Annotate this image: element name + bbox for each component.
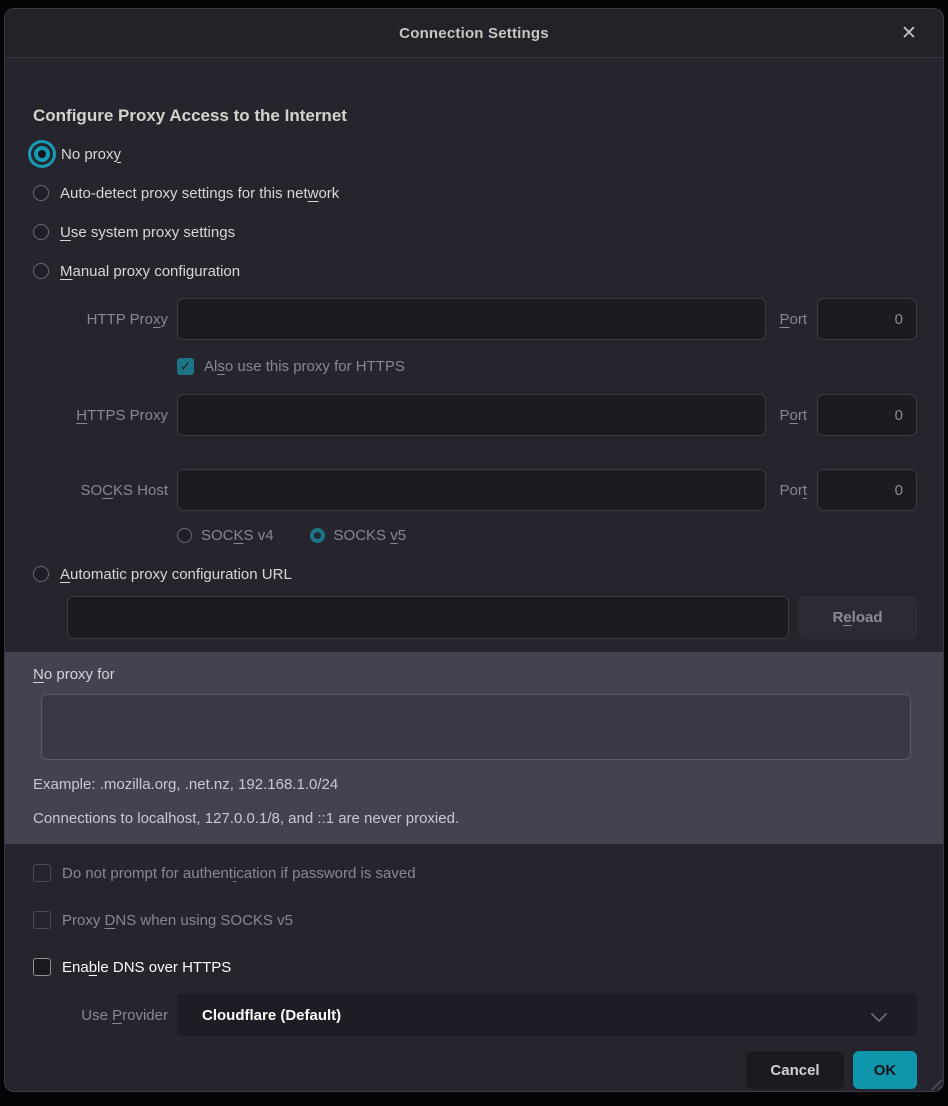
- radio-no-proxy[interactable]: [34, 146, 50, 162]
- label-text: HTTP Pro: [86, 310, 153, 328]
- label-accesskey: U: [60, 223, 71, 241]
- label-text: SOCKS: [333, 526, 391, 544]
- http-proxy-input: [177, 298, 766, 340]
- proxy-dns-checkbox: [33, 911, 51, 929]
- no-prompt-auth-checkbox: [33, 864, 51, 882]
- connection-settings-dialog: [4, 8, 944, 1092]
- label-accesskey: K: [233, 526, 244, 544]
- label-text: 5: [397, 526, 407, 544]
- socks-host-input: [177, 469, 766, 511]
- label-accesskey: M: [60, 262, 73, 280]
- socks-host-label: [33, 482, 168, 499]
- reload-button: [798, 596, 917, 639]
- label-text: Do not prompt for authent: [62, 864, 233, 882]
- label-accesskey: P: [112, 1006, 123, 1024]
- footer: [33, 1051, 917, 1089]
- radio-system-proxy-label: [60, 224, 235, 241]
- autoconfig-url-row: [67, 596, 917, 639]
- label-text: y: [160, 310, 168, 328]
- label-text: NS when using SOCKS v5: [115, 911, 293, 929]
- https-proxy-row: [33, 394, 917, 436]
- no-proxy-for-note: Connections to localhost, 127.0.0.1/8, and ::1 are never proxied.: [33, 810, 460, 827]
- label-accesskey: s: [217, 357, 225, 375]
- label-accesskey: o: [789, 406, 798, 424]
- proxy-dns-label: [62, 912, 293, 929]
- proxy-dns-row: [33, 910, 917, 930]
- no-proxy-for-section: [5, 652, 943, 844]
- socks-port-label: [779, 482, 807, 499]
- label-accesskey: e: [843, 609, 852, 626]
- label-text: le DNS over HTTPS: [97, 958, 232, 976]
- label-accesskey: w: [307, 184, 319, 202]
- use-provider-label: [33, 1007, 168, 1024]
- label-text: cation if password is saved: [236, 864, 416, 882]
- radio-row-autoconfig[interactable]: [33, 562, 917, 586]
- label-accesskey: H: [76, 406, 88, 424]
- label-accesskey: b: [88, 958, 98, 976]
- radio-row-system-proxy[interactable]: [33, 220, 917, 244]
- radio-auto-detect-label: [60, 185, 339, 202]
- autoconfig-url-input: [67, 596, 789, 639]
- enable-doh-label: [62, 959, 231, 976]
- socks-version-row: [177, 524, 917, 546]
- no-proxy-for-label: [33, 664, 913, 686]
- no-proxy-for-textarea: [41, 694, 911, 760]
- label-accesskey: D: [104, 911, 116, 929]
- label-text: KS Host: [112, 481, 168, 499]
- http-proxy-row: [33, 298, 917, 340]
- label-text: SOC: [201, 526, 234, 544]
- radio-socks-v4: [177, 528, 192, 543]
- label-text: Proxy: [62, 911, 105, 929]
- dialog-content: [5, 58, 943, 1091]
- radio-socks-v4-label: [201, 527, 274, 544]
- no-prompt-auth-label: [62, 865, 416, 882]
- http-proxy-label: [33, 311, 168, 328]
- page-title: Configure Proxy Access to the Internet: [33, 106, 347, 125]
- label-accesskey: C: [102, 481, 113, 499]
- label-text: Use: [81, 1006, 113, 1024]
- label-accesskey: N: [33, 666, 44, 683]
- enable-doh-row[interactable]: [33, 957, 917, 977]
- dialog-title: Connection Settings: [399, 24, 549, 42]
- label-text: Al: [204, 357, 218, 375]
- radio-no-proxy-label: [61, 146, 121, 163]
- radio-manual-proxy[interactable]: [33, 263, 49, 279]
- socks-host-row: [33, 469, 917, 511]
- close-icon[interactable]: ✕: [901, 22, 917, 44]
- https-port-input: [817, 394, 917, 436]
- https-port-label: [779, 407, 807, 424]
- label-accesskey: P: [779, 310, 790, 328]
- label-accesskey: A: [60, 565, 71, 583]
- label-accesskey: v: [390, 526, 398, 544]
- radio-autoconfig-label: [60, 566, 292, 583]
- options-section: [33, 863, 917, 977]
- label-text: TTPS Proxy: [87, 406, 168, 424]
- label-text: No prox: [61, 145, 114, 163]
- doh-provider-dropdown: [177, 994, 917, 1036]
- radio-socks-v5: [310, 528, 325, 543]
- https-proxy-label: [33, 407, 168, 424]
- label-accesskey: x: [153, 310, 161, 328]
- radio-row-auto-detect[interactable]: [33, 181, 917, 205]
- label-text: se system proxy settings: [70, 223, 236, 241]
- label-text: R: [832, 609, 844, 626]
- doh-provider-row: [33, 994, 917, 1036]
- label-text: Por: [779, 481, 803, 499]
- label-text: ork: [318, 184, 340, 202]
- radio-system-proxy[interactable]: [33, 224, 49, 240]
- label-text: rovider: [122, 1006, 168, 1024]
- label-text: ort: [789, 310, 807, 328]
- ok-button[interactable]: OK: [853, 1051, 917, 1089]
- label-accesskey: i: [232, 864, 237, 882]
- titlebar: [5, 9, 943, 58]
- also-https-checkbox: [177, 358, 194, 375]
- label-text: S v4: [243, 526, 274, 544]
- radio-row-no-proxy[interactable]: [33, 142, 917, 166]
- label-accesskey: y: [113, 145, 122, 163]
- radio-socks-v5-label: [334, 527, 407, 544]
- label-text: SO: [80, 481, 103, 499]
- no-prompt-auth-row: [33, 863, 917, 883]
- radio-autoconfig[interactable]: [33, 566, 49, 582]
- radio-manual-proxy-label: [60, 263, 240, 280]
- label-text: o proxy for: [43, 666, 115, 683]
- socks-port-input: [817, 469, 917, 511]
- radio-auto-detect[interactable]: [33, 185, 49, 201]
- label-text: o use this proxy for HTTPS: [224, 357, 405, 375]
- label-text: Ena: [62, 958, 89, 976]
- label-accesskey: t: [802, 481, 807, 499]
- chevron-down-icon: [871, 1006, 888, 1023]
- doh-provider-value: Cloudflare (Default): [202, 1006, 342, 1024]
- radio-row-manual-proxy[interactable]: [33, 259, 917, 283]
- also-https-row: [177, 356, 917, 376]
- label-text: utomatic proxy configuration URL: [70, 565, 292, 583]
- label-text: load: [851, 609, 883, 626]
- http-port-input: [817, 298, 917, 340]
- enable-doh-checkbox[interactable]: [33, 958, 51, 976]
- label-text: rt: [797, 406, 807, 424]
- http-port-label: [779, 311, 807, 328]
- label-text: [832, 609, 882, 626]
- check-icon: ✓: [179, 358, 192, 374]
- also-https-label: [204, 358, 405, 375]
- https-proxy-input: [177, 394, 766, 436]
- no-proxy-for-example: Example: .mozilla.org, .net.nz, 192.168.1.0/24: [33, 776, 339, 793]
- cancel-button[interactable]: Cancel: [746, 1051, 844, 1089]
- label-text: Auto-detect proxy settings for this net: [60, 184, 308, 202]
- label-text: P: [779, 406, 790, 424]
- label-text: anual proxy configuration: [72, 262, 241, 280]
